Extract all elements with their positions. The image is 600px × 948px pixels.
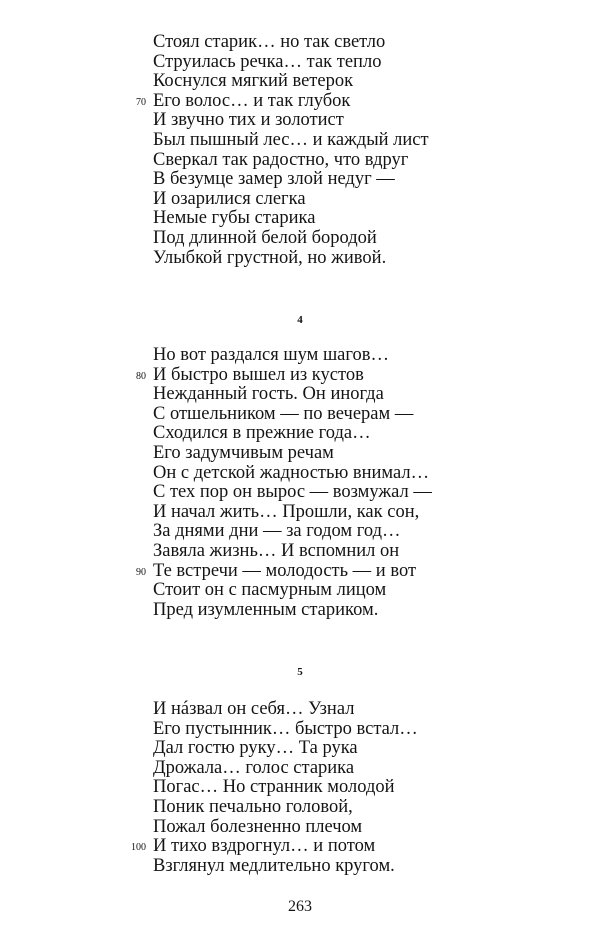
verse-text: Коснулся мягкий ветерок (153, 71, 354, 92)
verse-line (0, 405, 600, 425)
verse-line (0, 601, 600, 621)
verse-line (0, 385, 600, 405)
verse-line (0, 837, 600, 857)
verse-line (0, 542, 600, 562)
verse-line (0, 798, 600, 818)
verse-line (0, 503, 600, 523)
line-number: 70 (136, 96, 146, 108)
verse-text: И начал жить… Прошли, как сон, (153, 501, 420, 522)
line-number: 90 (136, 566, 146, 578)
verse-text: И быстро вышел из кустов (153, 364, 364, 385)
verse-text: Нежданный гость. Он иногда (153, 384, 384, 405)
verse-line (0, 346, 600, 366)
verse-line (0, 720, 600, 740)
verse-line (0, 739, 600, 759)
verse-text: Сверкал так радостно, что вдруг (153, 149, 409, 170)
verse-text: Взглянул медлительно кругом. (153, 855, 395, 876)
verse-line (0, 759, 600, 779)
verse-line (0, 72, 600, 92)
line-number: 100 (131, 842, 146, 854)
stanza-5 (0, 700, 600, 876)
verse-text: Его волос… и так глубок (153, 90, 351, 111)
verse-text: Стоит он с пасмурным лицом (153, 580, 387, 601)
stanza-4 (0, 346, 600, 620)
verse-line (0, 562, 600, 582)
verse-line (0, 111, 600, 131)
verse-line (0, 229, 600, 249)
verse-line (0, 190, 600, 210)
verse-text: Улыбкой грустной, но живой. (153, 247, 387, 268)
verse-text: Его задумчивым речам (153, 442, 334, 463)
verse-text: За днями дни — за годом год… (153, 521, 401, 542)
verse-line (0, 33, 600, 53)
verse-text: Те встречи — молодость — и вот (153, 560, 417, 581)
line-number: 80 (136, 370, 146, 382)
verse-line (0, 581, 600, 601)
verse-text: Пред изумленным стариком. (153, 599, 379, 620)
verse-line (0, 151, 600, 171)
verse-text: Сходился в прежние года… (153, 423, 371, 444)
verse-text: Дал гостю руку… Та рука (153, 738, 358, 759)
verse-line (0, 483, 600, 503)
verse-line (0, 92, 600, 112)
page-number: 263 (288, 898, 312, 915)
stanza-1 (0, 33, 600, 268)
verse-line (0, 170, 600, 190)
verse-line (0, 522, 600, 542)
verse-text: Погас… Но странник молодой (153, 777, 395, 798)
verse-text: Был пышный лес… и каждый лист (153, 129, 429, 150)
verse-line (0, 857, 600, 877)
verse-text: И озарилися слегка (153, 188, 306, 209)
verse-line (0, 209, 600, 229)
verse-text: Его пустынник… быстро встал… (153, 718, 418, 739)
verse-text: Пожал болезненно плечом (153, 816, 363, 837)
verse-text: Он с детской жадностью внимал… (153, 462, 430, 483)
verse-text: Но вот раздался шум шагов… (153, 345, 390, 365)
verse-line (0, 700, 600, 720)
verse-line (0, 464, 600, 484)
verse-text: С отшельником — по вечерам — (153, 403, 414, 424)
verse-text: И звучно тих и золотист (153, 110, 344, 131)
verse-text: И тихо вздрогнул… и потом (153, 836, 376, 857)
verse-text: С тех пор он вырос — возмужал — (153, 482, 432, 503)
verse-line (0, 444, 600, 464)
verse-text: Струилась речка… так тепло (153, 51, 382, 72)
verse-line (0, 53, 600, 73)
verse-text: И нáзвал он себя… Узнал (153, 699, 355, 719)
verse-text: Завяла жизнь… И вспомнил он (153, 540, 400, 561)
verse-line (0, 818, 600, 838)
verse-line (0, 424, 600, 444)
verse-line (0, 249, 600, 269)
verse-text: В безумце замер злой недуг — (153, 169, 395, 190)
verse-line (0, 131, 600, 151)
verse-line (0, 366, 600, 386)
verse-line (0, 778, 600, 798)
verse-text: Поник печально головой, (153, 796, 353, 817)
verse-text: Немые губы старика (153, 208, 316, 229)
verse-text: Дрожала… голос старика (153, 757, 355, 778)
verse-text: Стоял старик… но так светло (153, 32, 386, 52)
section-number: 5 (297, 666, 303, 678)
verse-text: Под длинной белой бородой (153, 227, 377, 248)
section-number: 4 (297, 314, 303, 326)
